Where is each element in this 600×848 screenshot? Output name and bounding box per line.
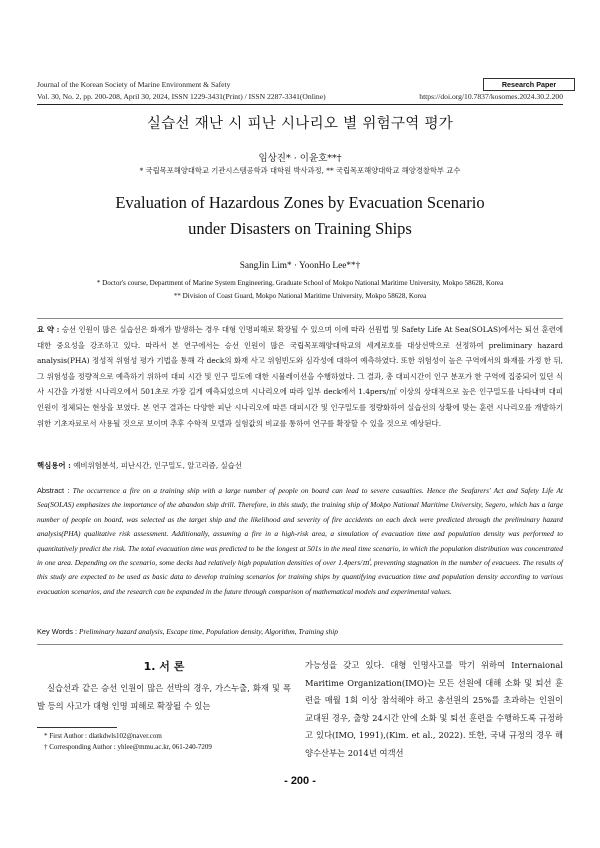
keywords-korean [37, 460, 242, 471]
authors-english: SangJin Lim* · YoonHo Lee**† [239, 261, 361, 271]
header-rule [37, 104, 563, 105]
affiliation-english-1: * Doctor's course, Department of Marine System Engineering, Graduate School of Mokpo National Maritime University, Mokpo 58628, Korea [96, 279, 504, 287]
affiliation-korean: * 국립목포해양대학교 기관시스템공학과 대학원 박사과정, ** 국립목포해양대학교 해양경찰학부 교수 [139, 166, 461, 175]
keywords-english-text: Preliminary hazard analysis, Escape time, Population density, Algorithm, Training ship [78, 627, 338, 636]
affiliation-english-2: ** Division of Coast Guard, Mokpo National Maritime University, Mokpo 58628, Korea [173, 292, 427, 300]
title-english-line1: Evaluation of Hazardous Zones by Evacuation Scenario [115, 193, 485, 212]
abstract-top-rule [37, 318, 563, 319]
intro-right-column: 가능성을 갖고 있다. 대형 인명사고를 막기 위하여 Internaional Maritime Organization(IMO)는 모든 선원에 대해 소화 및 퇴선 훈련을 매월 1회 이상 참석해야 하고 총선원의 25%를 초과하는 인원이 교대된 경우, 출항 24시간 안에 소화 및 퇴선 훈련을 수행하도록 규정하고 있다(IMO, 1991),(Kim. et al., 2022). 또한, 국내 규정의 경우 해양수산부는 2014년 여객선 [305, 660, 563, 758]
section-heading-introduction: 1. 서 론 [143, 660, 185, 673]
keywords-korean-text: 예비위험분석, 피난시간, 인구밀도, 알고리즘, 실습선 [73, 461, 242, 470]
page-number: - 200 - [284, 775, 316, 787]
abstract-english-label: Abstract : [37, 486, 70, 495]
abstract-english-text: The occurrence a fire on a training ship with a large number of people on board can lead to severe casualties. Hence the Seafarers' Act and Safety Life At Sea(SOLAS) emphasizes the importance of the abandon ship drill. Therefore, in this study, the training ship of Mokpo National Maritime University, Segero, which has a large number of people on board, was selected as the target ship and the likelihood and severity of fire accidents on each deck were predicted through the preliminary hazard analysis(PHA) qualitative risk assessment. Additionally, assuming a fire in a high-risk area, a simulation of evacuation time and population density was performed to quantitatively predict the risk. The total evacuation time was predicted to be the longest at 501s in the meal time scenario, in which the population distribution was concentrated in one area. Depending on the scenario, some decks had relatively high population densities of over 1.4pers/㎡, preventing stagnation in the number of evacuees. The results of this study are expected to be used as basic data to develop training scenarios for training ships by quantifying evacuation time and population density according to various evacuation scenarios, and the research can be expanded in the future through comparison of mathematical models and experimental values. [37, 486, 563, 596]
keywords-english-label: Key Words : [37, 627, 78, 636]
intro-left-column: 실습선과 같은 승선 인원이 많은 선박의 경우, 가스누출, 화재 및 폭발 등의 사고가 대형 인명 피해로 확장될 수 있는 [37, 683, 291, 711]
authors-korean: 임상진* · 이윤호**† [258, 153, 342, 164]
volume-info: Vol. 30, No. 2, pp. 200-208, April 30, 2024, ISSN 1229-3431(Print) / ISSN 2287-3341(Online) [37, 92, 326, 101]
footnote-corresponding-author: † Corresponding Author : yhlee@mmu.ac.kr, 061-240-7209 [44, 743, 212, 751]
article-type-badge: Research Paper [483, 78, 575, 91]
doi-link[interactable]: https://doi.org/10.7837/kosomes.2024.30.2.200 [419, 92, 563, 101]
abstract-korean-text: 승선 인원이 많은 실습선은 화재가 발생하는 경우 대형 인명피해로 확장될 수 있으며 이에 따라 선원법 및 Safety Life At Sea(SOLAS)에서는 퇴선 훈련에 대한 중요성을 강조하고 있다. 따라서 본 연구에서는 승선 인원이 많은 국립목포해양대학교의 세계로호를 대상선박으로 선정하여 preliminary hazard analysis(PHA) 정성적 위험성 평가 기법을 통해 각 deck의 화재 사고 위험빈도와 심각성에 대하여 예측하였다. 또한 위험성이 높은 구역에서의 화재를 가정 한 뒤, 그 위험성을 정량적으로 예측하기 위하여 대피 시간 및 인구 밀도에 대한 시뮬레이션을 수행하였다. 그 결과, 총 대피시간이 인구 분포가 한 구역에 집중되어 있던 식사 시간을 가정한 시나리오에서 501초로 가장 길게 예측되었으며 시나리오에 따라 일부 deck에서 1.4pers/㎡ 이상의 상대적으로 높은 인구밀도를 나타내며 대피 인원이 정체되는 현상을 보였다. 본 연구 결과는 다양한 피난 시나리오에 따른 대피시간 및 인구밀도를 정량화하여 실습선의 상황에 맞는 훈련 시나리오를 개발하기 위한 기초자료로서 사용될 것으로 보이며 추후 수학적 모델과 실험값의 비교를 통하여 연구를 확장할 수 있을 것으로 예상된다. [37, 325, 563, 428]
footnote-first-author: * First Author : dlatkdwls102@naver.com [44, 732, 162, 740]
title-english-line2: under Disasters on Training Ships [188, 219, 412, 238]
abstract-korean [37, 322, 563, 431]
title-korean: 실습선 재난 시 피난 시나리오 별 위험구역 평가 [146, 116, 454, 132]
keywords-english [37, 627, 338, 636]
abstract-korean-label: 요 약 : [37, 325, 60, 334]
abstract-english [37, 484, 563, 599]
keywords-korean-label: 핵심용어 : [37, 461, 71, 470]
abstract-bottom-rule [37, 644, 563, 645]
footnote-rule [37, 727, 117, 728]
journal-name: Journal of the Korean Society of Marine Environment & Safety [37, 80, 231, 89]
